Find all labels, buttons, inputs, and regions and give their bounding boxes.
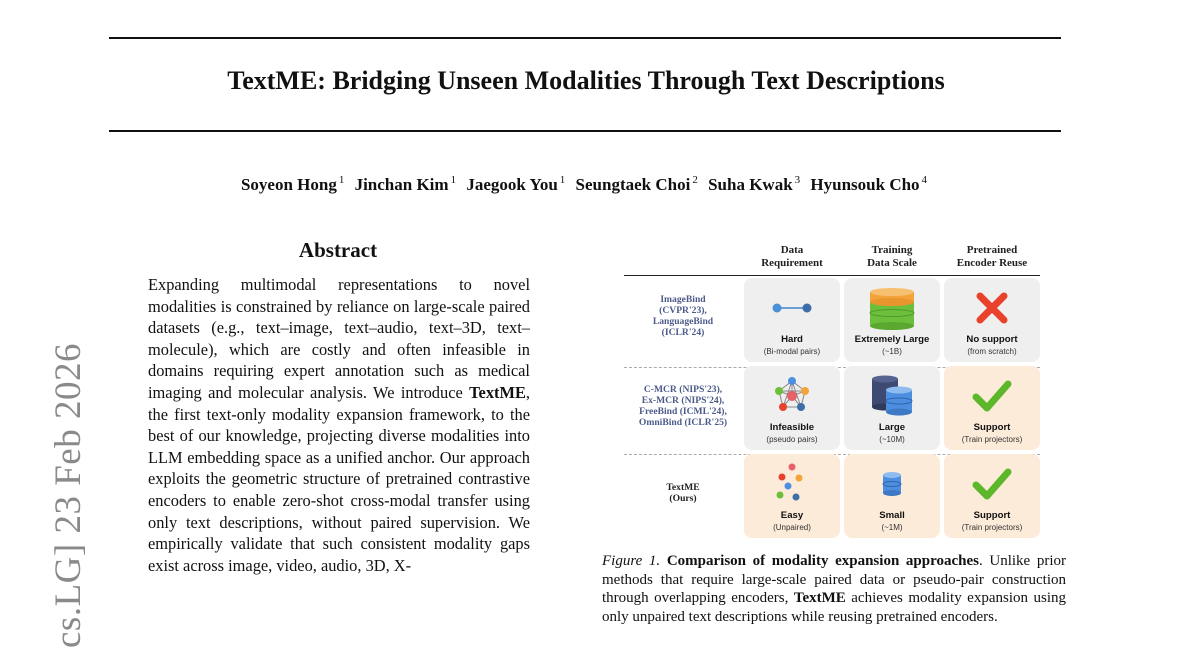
author-affiliation: 1 [450,174,457,186]
cell-sublabel: (from scratch) [967,347,1017,356]
column-header [942,244,1042,270]
figure-caption [602,552,1066,626]
row-label-line: TextME [666,482,700,493]
author-affiliation: 2 [692,174,698,186]
abstract-text: , the first text-only modality expansion framework, to the best of our knowledge, projecting diverse modalities into LLM embedding space as a unified anchor. Our approach exploits the geometric structure of pretrained contrastive encoders to enable zero-shot cross-modal transfer using only text descriptions, without paired supervision. We empirically validate that such consistent modality gaps exist across image, video, audio, 3D, X- [148,382,530,575]
network-graph-icon [744,372,840,420]
top-rule [109,37,1061,39]
cell-label: Support [973,422,1011,433]
row-label [624,294,742,338]
arxiv-side-stamp: cs.LG] 23 Feb 2026 [48,343,89,648]
row-label-line: C-MCR (NIPS'23), [643,384,723,395]
author-name: Hyunsouk Cho [810,174,920,194]
abstract-heading: Abstract [298,238,378,262]
cell-sublabel: (Bi-modal pairs) [763,347,821,356]
cell-label: No support [966,334,1018,345]
column-header-line: Data [780,244,804,256]
cell-label: Support [973,510,1011,521]
cell-sublabel: (~1B) [882,347,902,356]
row-label-line: (Ours) [669,493,697,504]
author-affiliation: 4 [921,174,928,186]
row-label [624,384,742,428]
cell-sublabel: (pseudo pairs) [766,435,818,444]
column-header-line: Data Scale [867,257,917,269]
figure-cell [944,454,1040,538]
author-name: Seungtaek Choi [575,174,691,194]
cell-sublabel: (Train projectors) [961,523,1023,532]
paper-title: TextME: Bridging Unseen Modalities Through Text Descriptions [227,66,945,95]
caption-title: Comparison of modality expansion approaches [666,553,979,569]
row-label-line: (CVPR'23), [659,305,707,316]
author [466,175,565,194]
author-affiliation: 1 [338,174,345,186]
column-header [842,244,942,270]
author [810,175,927,194]
author [355,175,457,194]
figure-cell [844,366,940,450]
cell-sublabel: (~10M) [879,435,905,444]
author-name: Suha Kwak [708,174,793,194]
author [241,175,344,194]
cell-label: Small [879,510,905,521]
column-header [742,244,842,270]
figure-cell [744,366,840,450]
column-header-line: Pretrained [966,244,1018,256]
figure-header-rule [624,275,1040,276]
figure-cell [944,366,1040,450]
cell-sublabel: (Train projectors) [961,435,1023,444]
abstract-body [148,274,530,576]
cell-label: Extremely Large [854,334,930,345]
row-label-line: (ICLR'24) [661,327,705,338]
caption-text: . Unlike prior methods that require large-scale paired data or pseudo-pair construction through overlapping encoders, [602,553,1067,607]
database-stack-large-icon [844,284,940,332]
figure-number: Figure 1. [602,553,661,569]
bottom-rule [109,130,1061,132]
cell-label: Infeasible [769,422,815,433]
author-affiliation: 1 [559,174,566,186]
author-name: Soyeon Hong [240,174,337,194]
database-small-icon [844,460,940,508]
pair-link-icon [744,284,840,332]
green-check-icon [944,460,1040,508]
author-name: Jinchan Kim [354,174,449,194]
cell-label: Large [878,422,906,433]
row-label-line: OmniBind (ICLR'25) [638,417,728,428]
column-header-line: Encoder Reuse [956,257,1028,269]
figure-cell [744,454,840,538]
database-stack-medium-icon [844,372,940,420]
row-label-line: FreeBind (ICML'24), [639,406,727,417]
green-check-icon [944,372,1040,420]
caption-text: achieves modality expansion using only unpaired text descriptions while reusing pretrained encoders. [602,590,1066,625]
cell-label: Hard [781,334,803,345]
row-label-line: LanguageBind [652,316,714,327]
column-header-line: Training [871,244,913,256]
column-header-line: Requirement [761,257,823,269]
row-label-line: ImageBind [660,294,706,305]
author-name: Jaegook You [466,174,558,194]
abstract-method-name: TextME [469,382,526,402]
figure-cell [744,278,840,362]
author-list [0,174,1168,195]
figure-cell [844,278,940,362]
row-label-line: Ex-MCR (NIPS'24), [641,395,725,406]
cell-sublabel: (Unpaired) [773,523,811,532]
cell-sublabel: (~1M) [881,523,903,532]
row-label [624,482,742,504]
author [708,175,800,194]
red-x-icon [944,284,1040,332]
caption-method-name: TextME [793,590,846,607]
figure-cell [944,278,1040,362]
figure-1 [620,244,1040,544]
figure-cell [844,454,940,538]
author [576,175,698,194]
author-affiliation: 3 [794,174,801,186]
cell-label: Easy [780,510,804,521]
abstract-text: Expanding multimodal representations to novel modalities is constrained by reliance on large-scale paired datasets (e.g., text–image, text–audio, text–3D, text–molecule), which are costly and often infeasible in domains requiring expert annotation such as medical imaging and molecular analysis. We introduce [148,275,530,402]
scattered-dots-icon [744,460,840,508]
